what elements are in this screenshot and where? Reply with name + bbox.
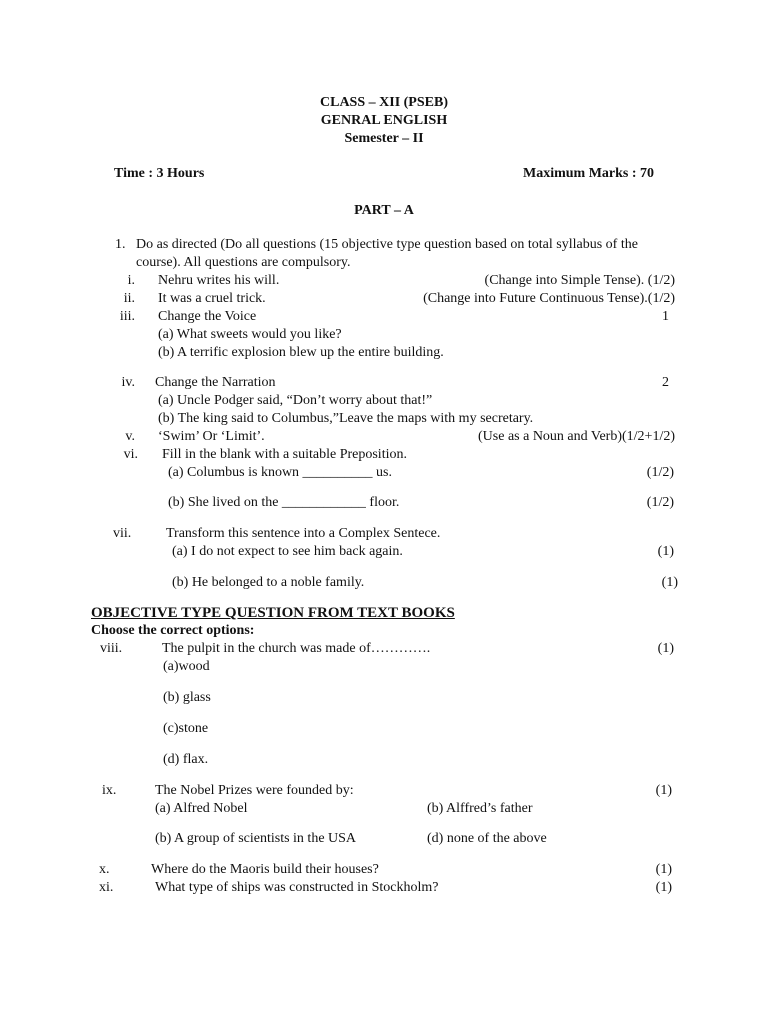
- item-text: Change the Narration: [155, 375, 276, 390]
- semester-title: Semester – II: [344, 131, 424, 146]
- item-instruction: (Use as a Noun and Verb)(1/2+1/2): [478, 429, 675, 444]
- part-heading: PART – A: [354, 203, 414, 218]
- item-instruction: (Change into Simple Tense). (1/2): [484, 273, 675, 288]
- item-marks: (1): [655, 783, 672, 798]
- time-label: Time : 3 Hours: [114, 166, 205, 181]
- item-text: Nehru writes his will.: [158, 273, 280, 288]
- item-number: v.: [125, 429, 135, 444]
- option-b: (b) glass: [163, 690, 211, 705]
- item-marks: 1: [662, 309, 669, 324]
- item-marks: 2: [662, 375, 669, 390]
- item-text: The pulpit in the church was made of………….: [162, 641, 431, 656]
- item-number: ii.: [123, 291, 135, 306]
- option-a: (a) Uncle Podger said, “Don’t worry about that!”: [158, 393, 433, 408]
- item-number: iii.: [119, 309, 135, 324]
- option-b: (b) The king said to Columbus,”Leave the maps with my secretary.: [158, 411, 534, 426]
- item-text: ‘Swim’ Or ‘Limit’.: [158, 429, 265, 444]
- item-marks: (1): [655, 862, 672, 877]
- item-text: Fill in the blank with a suitable Preposition.: [162, 447, 407, 462]
- option-d: (d) none of the above: [427, 831, 547, 846]
- item-instruction: (Change into Future Continuous Tense).(1/2): [423, 291, 675, 306]
- subject-title: GENRAL ENGLISH: [320, 113, 448, 128]
- item-number: xi.: [99, 880, 114, 895]
- option-d: (d) flax.: [163, 752, 209, 767]
- item-number: i.: [127, 273, 135, 288]
- item-text: Change the Voice: [158, 309, 257, 324]
- item-number: vii.: [113, 526, 132, 541]
- item-text: Where do the Maoris build their houses?: [151, 862, 379, 877]
- option-b: (b) A terrific explosion blew up the entire building.: [158, 345, 444, 360]
- item-text: Transform this sentence into a Complex Sentece.: [166, 526, 441, 541]
- option-b: (b) She lived on the ____________ floor.: [168, 495, 400, 510]
- option-a: (a)wood: [163, 659, 210, 674]
- item-text: The Nobel Prizes were founded by:: [155, 783, 354, 798]
- item-number: x.: [99, 862, 110, 877]
- item-marks: (1): [657, 544, 674, 559]
- item-marks: (1/2): [646, 465, 674, 480]
- option-b-left: (b) A group of scientists in the USA: [155, 831, 357, 846]
- item-number: viii.: [100, 641, 123, 656]
- option-c: (c)stone: [163, 721, 209, 736]
- section-subheading: Choose the correct options:: [91, 623, 255, 638]
- class-line: CLASS – XII (PSEB): [320, 95, 448, 110]
- section-heading: OBJECTIVE TYPE QUESTION FROM TEXT BOOKS: [91, 605, 455, 621]
- option-b-right: (b) Alffred’s father: [427, 801, 533, 816]
- question-number: 1.: [115, 237, 126, 252]
- item-text: It was a cruel trick.: [158, 291, 266, 306]
- item-text: What type of ships was constructed in Stockholm?: [155, 880, 439, 895]
- option-a: (a) What sweets would you like?: [158, 327, 342, 342]
- item-marks: (1): [655, 880, 672, 895]
- item-marks: (1): [657, 641, 674, 656]
- max-marks-label: Maximum Marks : 70: [523, 166, 655, 181]
- item-marks: (1/2): [646, 495, 674, 510]
- option-a: (a) I do not expect to see him back again.: [172, 544, 403, 559]
- intro-line-1: Do as directed (Do all questions (15 objective type question based on total syllabus of the: [136, 237, 638, 252]
- item-marks: (1): [661, 575, 678, 590]
- item-number: iv.: [121, 375, 135, 390]
- item-number: vi.: [123, 447, 138, 462]
- intro-line-2: course). All questions are compulsory.: [136, 255, 351, 270]
- item-number: ix.: [102, 783, 117, 798]
- option-a: (a) Alfred Nobel: [155, 801, 248, 816]
- option-a: (a) Columbus is known __________ us.: [168, 465, 392, 480]
- option-b: (b) He belonged to a noble family.: [172, 575, 365, 590]
